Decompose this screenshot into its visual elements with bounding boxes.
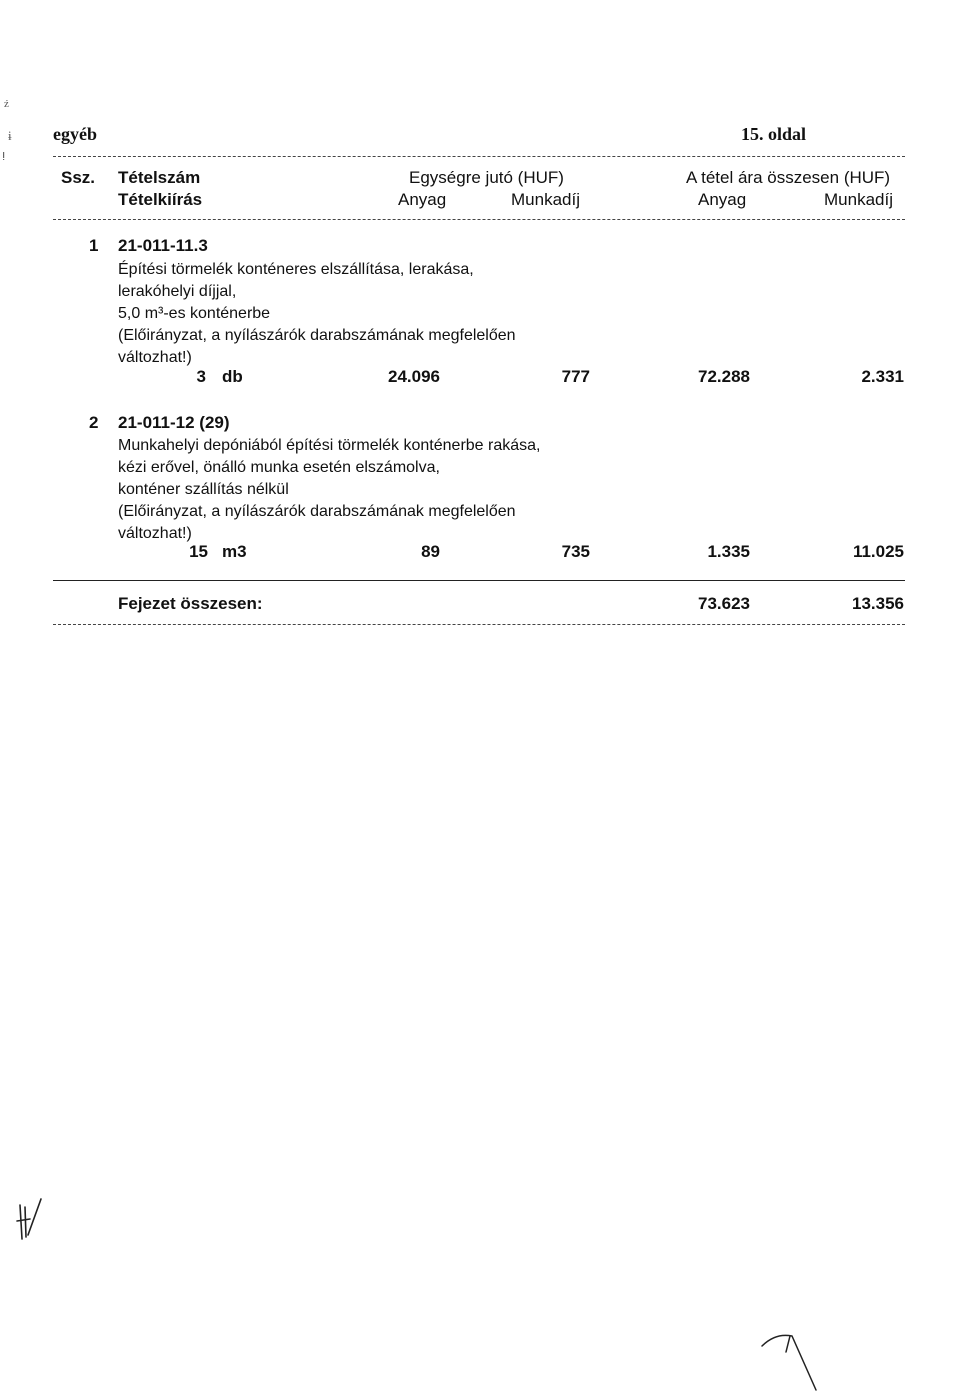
scan-mark: ɨ (8, 128, 12, 143)
signature-initials (14, 1195, 44, 1245)
col-unit-labor: Munkadíj (511, 190, 580, 209)
summary-total-material: 73.623 (698, 594, 750, 613)
summary-total-labor: 13.356 (852, 594, 904, 613)
col-total-labor: Munkadíj (824, 190, 893, 209)
item-desc-line: változhat!) (118, 349, 192, 366)
item-total-material: 1.335 (707, 542, 750, 561)
summary-label: Fejezet összesen: (118, 594, 263, 613)
item-unit-material: 24.096 (388, 367, 440, 386)
item-desc-line: (Előirányzat, a nyílászárók darabszámának megfelelően (118, 327, 516, 344)
item-desc-line: Építési törmelék konténeres elszállítása, lerakása, (118, 261, 474, 278)
col-unit-group: Egységre jutó (HUF) (409, 168, 564, 187)
item-unit-labor: 735 (561, 542, 590, 561)
item-code: 21-011-11.3 (118, 236, 208, 255)
item-desc-line: konténer szállítás nélkül (118, 481, 289, 498)
item-total-labor: 2.331 (861, 367, 904, 386)
item-unit: m3 (222, 542, 247, 561)
col-unit-material: Anyag (398, 190, 447, 209)
header-divider (53, 156, 905, 157)
section-title: egyéb (53, 124, 97, 144)
col-ssz: Ssz. (61, 168, 96, 187)
handwritten-tick (760, 1330, 820, 1394)
item-desc-line: Munkahelyi depóniából építési törmelék konténerbe rakása, (118, 437, 541, 454)
item-total-material: 72.288 (698, 367, 750, 386)
item-unit: db (222, 367, 243, 386)
item-unit-material: 89 (421, 542, 440, 561)
col-total-material: Anyag (698, 190, 747, 209)
item-desc-line: kézi erővel, önálló munka esetén elszámolva, (118, 459, 440, 476)
item-unit-labor: 777 (561, 367, 590, 386)
scan-mark: ⵑ (2, 151, 6, 163)
summary-top-divider (53, 580, 905, 581)
item-ssz: 2 (89, 413, 99, 432)
item-code: 21-011-12 (29) (118, 413, 230, 432)
item-desc-line: lerakóhelyi díjjal, (118, 283, 237, 300)
item-qty: 3 (196, 367, 206, 386)
col-item-no: Tételszám (118, 168, 201, 187)
item-qty: 15 (189, 542, 208, 561)
item-ssz: 1 (89, 236, 99, 255)
item-desc-line: 5,0 m³-es konténerbe (118, 305, 271, 322)
item-total-labor: 11.025 (852, 542, 904, 561)
summary-bottom-divider (53, 624, 905, 625)
col-total-group: A tétel ára összesen (HUF) (686, 168, 891, 187)
heading-divider (53, 219, 905, 220)
page-number: 15. oldal (741, 124, 807, 144)
col-item-desc: Tételkiírás (118, 190, 203, 209)
scan-mark: ź (4, 98, 9, 110)
item-desc-line: változhat!) (118, 525, 192, 542)
item-desc-line: (Előirányzat, a nyílászárók darabszámának megfelelően (118, 503, 516, 520)
